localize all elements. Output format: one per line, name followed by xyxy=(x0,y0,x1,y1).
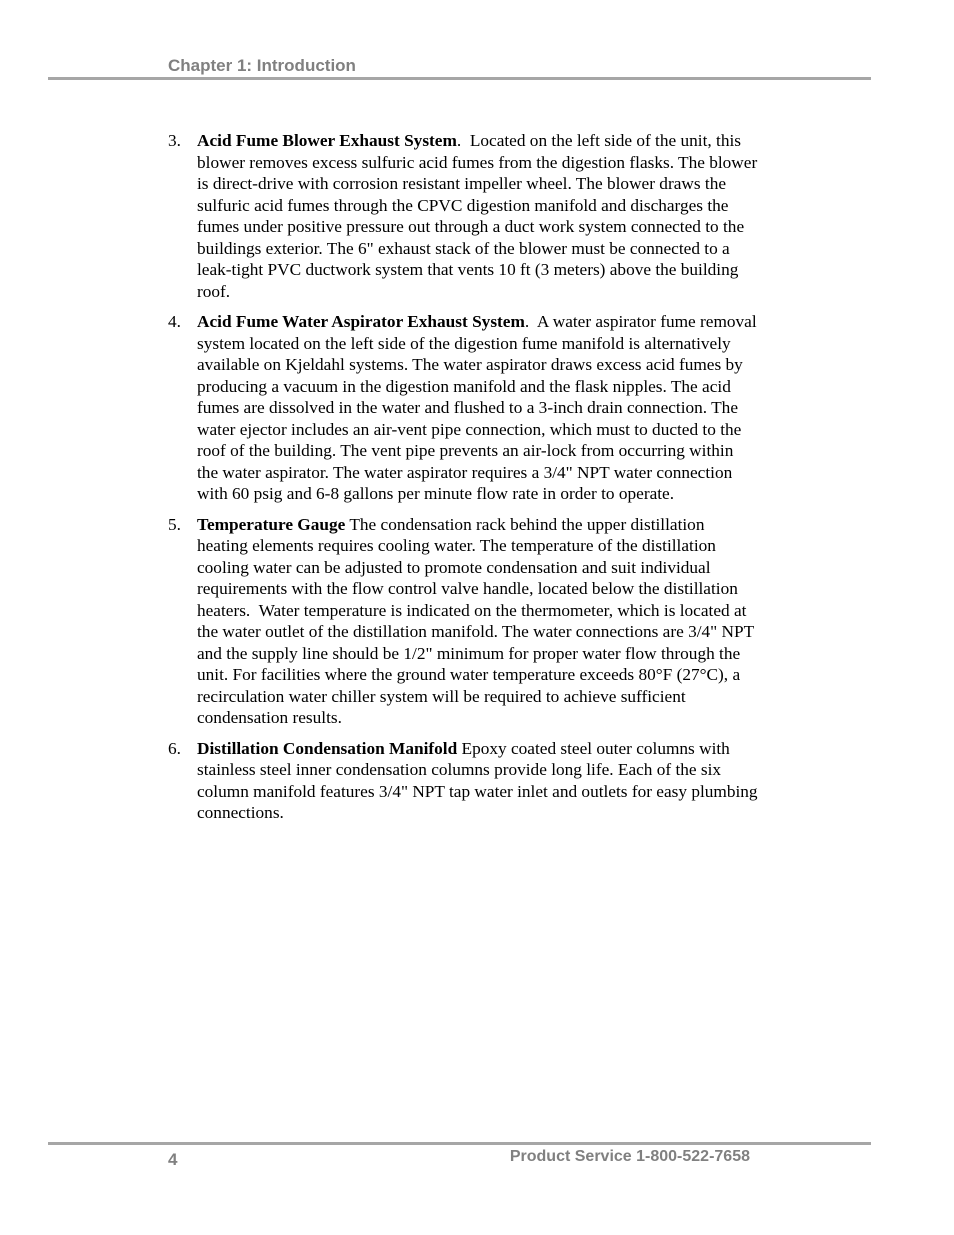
list-item-title: Acid Fume Blower Exhaust System xyxy=(197,131,457,150)
page-number: 4 xyxy=(168,1150,178,1169)
list-item-number: 5. xyxy=(168,514,181,534)
list-item-text: The condensation rack behind the upper distillation heating elements requires cooling water. The temperature of the distillation cooling water can be adjusted to promote condensation and suit individual requirements with the flow control valve handle, located below the distillation heaters. Water temperature is indicated on the thermometer, which is located at the water outlet of the distillation manifold. The water connections are 3/4" NPT and the supply line should be 1/2" minimum for proper water flow through the unit. For facilities where the ground water temperature exceeds 80°F (27°C), a recirculation water chiller system will be required to achieve sufficient condensation results. xyxy=(197,514,759,727)
footer-rule xyxy=(48,1142,871,1145)
list-item xyxy=(168,738,762,824)
footer-product-service: Product Service 1-800-522-7658 xyxy=(509,1148,750,1165)
header-rule xyxy=(48,77,871,80)
list-item-number: 4. xyxy=(168,312,181,331)
list-item-number: 3. xyxy=(168,131,181,150)
list-item-title: Acid Fume Water Aspirator Exhaust System xyxy=(197,312,525,331)
document-body xyxy=(168,130,762,833)
list-item-text: . Located on the left side of the unit, this blower removes excess sulfuric acid fumes from the digestion flasks. The blower is direct-drive with corrosion resistant impeller wheel. The blower draws the sulfuric acid fumes through the CPVC digestion manifold and discharges the fumes under positive pressure out through a duct work system connected to the buildings exterior. The 6" exhaust stack of the blower must be connected to a leak-tight PVC ductwork system that vents 10 ft (3 meters) above the building roof. xyxy=(197,131,762,301)
list-item xyxy=(168,130,762,302)
list-item-title: Temperature Gauge xyxy=(197,514,346,534)
list-item-number: 6. xyxy=(168,738,181,758)
list-item xyxy=(168,514,758,729)
list-item xyxy=(168,311,761,505)
list-item-text: . A water aspirator fume removal system located on the left side of the digestion fume manifold is alternatively available on Kjeldahl systems. The water aspirator draws excess acid fumes by producing a vacuum in the digestion manifold and the flask nipples. The acid fumes are dissolved in the water and flushed to a 3-inch drain connection. The water ejector includes an air-vent pipe connection, which must to ducted to the roof of the building. The vent pipe prevents an air-lock from occurring within the water aspirator. The water aspirator requires a 3/4" NPT water connection with 60 psig and 6-8 gallons per minute flow rate in order to operate. xyxy=(197,312,761,503)
list-item-title: Distillation Condensation Manifold xyxy=(197,738,458,758)
running-header-title: Chapter 1: Introduction xyxy=(168,56,356,75)
list-item-text: Epoxy coated steel outer columns with stainless steel inner condensation columns provide long life. Each of the six column manifold features 3/4" NPT tap water inlet and outlets for easy plumbing connections. xyxy=(197,738,762,822)
